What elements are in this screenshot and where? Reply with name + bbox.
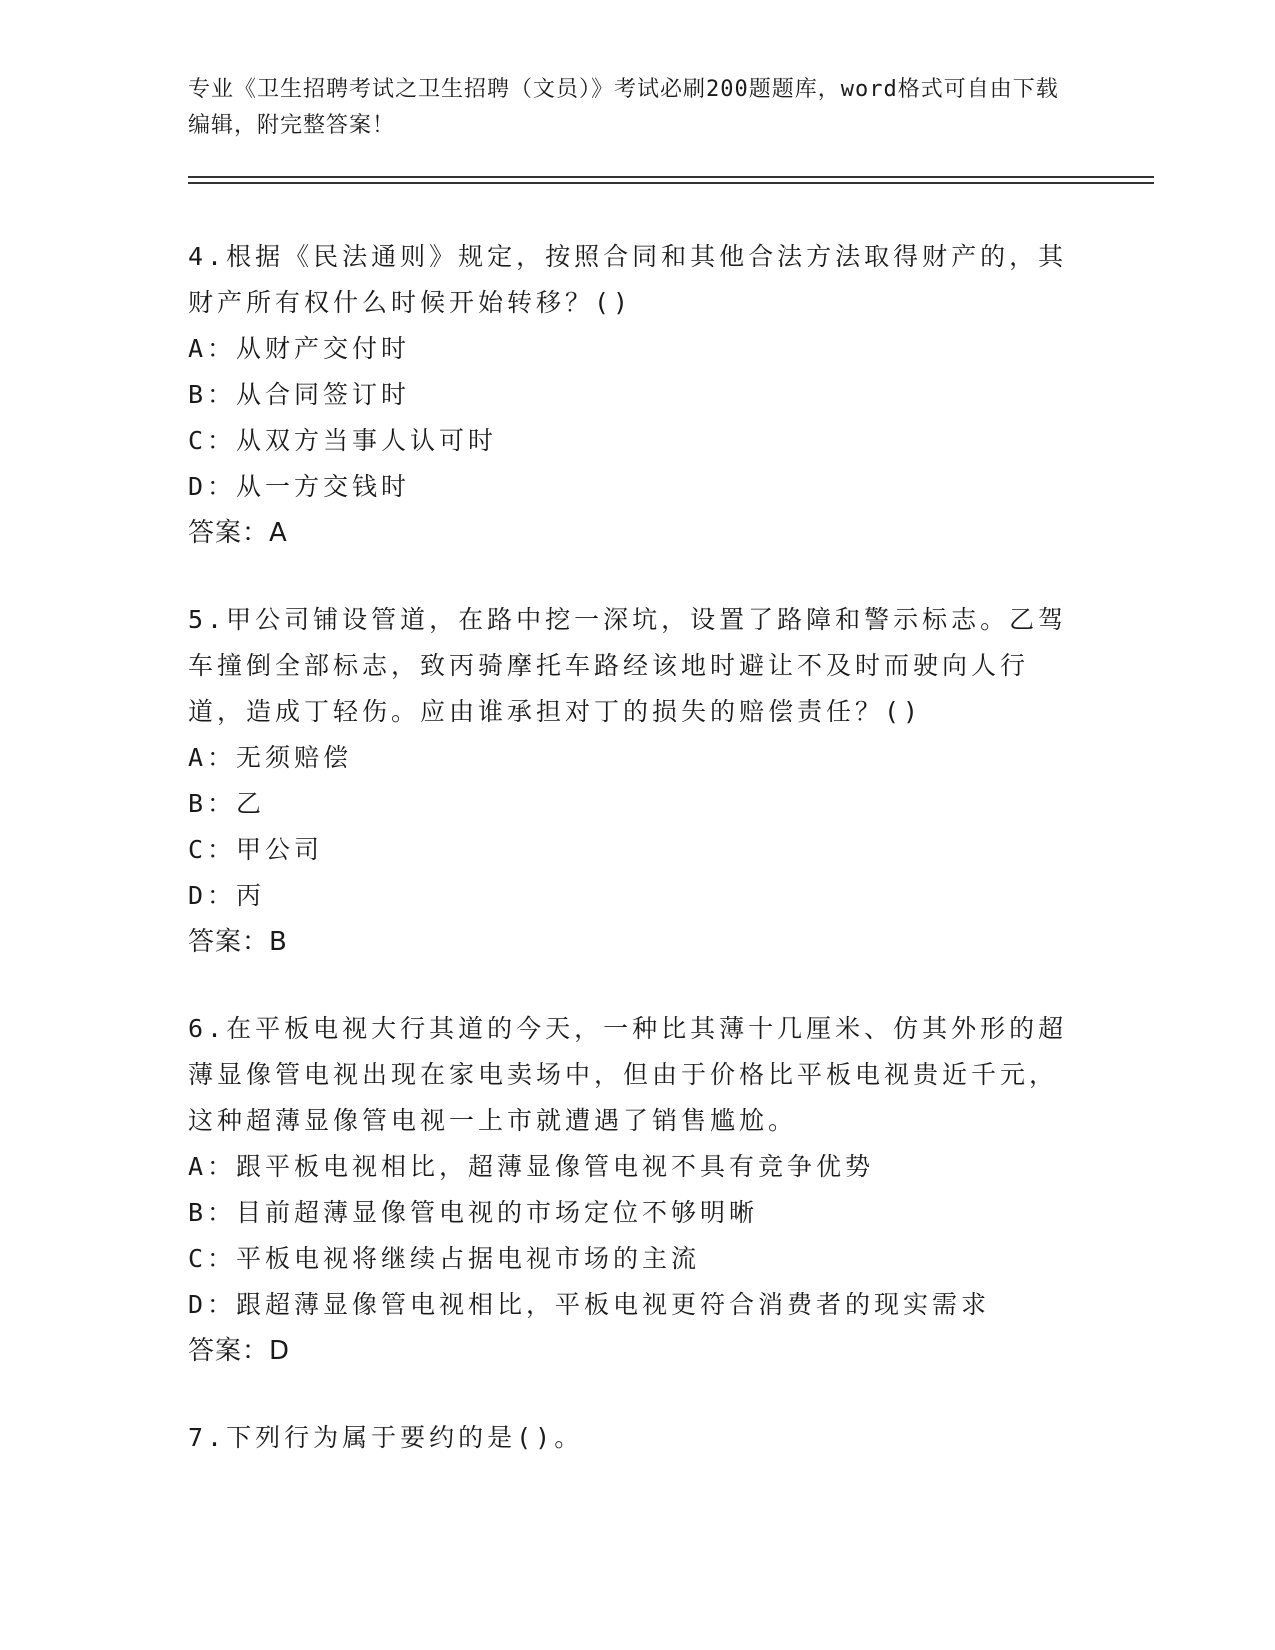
answer: 答案：B [188,927,288,957]
header-divider-top [188,176,1154,178]
option-b: B：乙 [188,789,266,818]
option-c: C：甲公司 [188,835,324,864]
document-header: 专业《卫生招聘考试之卫生招聘（文员）》考试必刷200题题库，word格式可自由下载编辑，附完整答案！ [188,77,1059,138]
option-a: A：跟平板电视相比，超薄显像管电视不具有竞争优势 [188,1152,875,1181]
answer: 答案：D [188,1336,291,1366]
option-d: D：丙 [188,881,266,910]
option-a: A：无须赔偿 [188,743,353,772]
option-c: C：平板电视将继续占据电视市场的主流 [188,1244,701,1273]
question-stem: 7.下列行为属于要约的是()。 [188,1423,584,1452]
option-d: D：跟超薄显像管电视相比，平板电视更符合消费者的现实需求 [188,1290,991,1319]
question-stem: 6.在平板电视大行其道的今天，一种比其薄十几厘米、仿其外形的超薄显像管电视出现在家电卖场中，但由于价格比平板电视贵近千元，这种超薄显像管电视一上市就遭遇了销售尴尬。 [188,1014,1068,1135]
question-stem: 5.甲公司铺设管道，在路中挖一深坑，设置了路障和警示标志。乙驾车撞倒全部标志，致丙骑摩托车路经该地时避让不及时而驶向人行道，造成丁轻伤。应由谁承担对丁的损失的赔偿责任？() [188,605,1068,726]
question-7 [188,1415,1068,1461]
option-d: D：从一方交钱时 [188,472,411,501]
option-b: B：从合同签订时 [188,380,411,409]
question-4 [188,234,1068,556]
question-stem: 4.根据《民法通则》规定，按照合同和其他合法方法取得财产的，其财产所有权什么时候开始转移？() [188,242,1068,317]
option-b: B：目前超薄显像管电视的市场定位不够明晰 [188,1198,759,1227]
option-c: C：从双方当事人认可时 [188,426,498,455]
question-5 [188,597,1068,965]
option-a: A：从财产交付时 [188,334,411,363]
header-divider-bottom [188,182,1154,184]
answer: 答案：A [188,518,288,548]
question-6 [188,1006,1068,1374]
